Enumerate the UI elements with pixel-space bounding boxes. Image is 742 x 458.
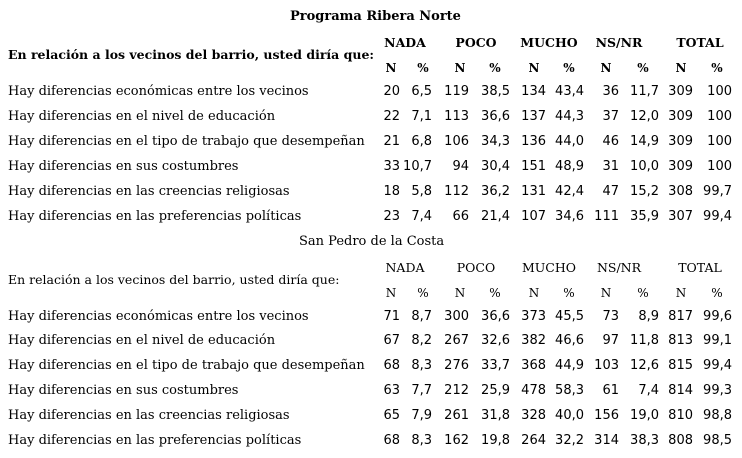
cell-mucho-pct: 44,0 xyxy=(555,134,584,149)
table-row xyxy=(0,358,742,382)
cell-mucho-n: 136 xyxy=(521,134,546,149)
table-row xyxy=(0,333,742,357)
cell-poco-n: 113 xyxy=(444,109,469,124)
cell-nsnr-n: 156 xyxy=(594,408,619,423)
cell-poco-n: 212 xyxy=(444,383,469,398)
cell-nsnr-n: 111 xyxy=(594,209,619,224)
subheader-n: N xyxy=(385,286,397,300)
cell-mucho-n: 131 xyxy=(521,184,546,199)
cell-total-pct: 100 xyxy=(707,159,732,174)
question-header: En relación a los vecinos del barrio, usted diría que: xyxy=(8,272,340,287)
cell-mucho-n: 328 xyxy=(521,408,546,423)
row-label: Hay diferencias económicas entre los vecinos xyxy=(8,84,309,99)
table-row xyxy=(0,383,742,407)
table-row xyxy=(0,84,742,108)
cell-total-pct: 100 xyxy=(707,84,732,99)
subheader-pct: % xyxy=(489,61,501,75)
group-header-nsnr: NS/NR xyxy=(595,35,643,50)
subheader-n: N xyxy=(600,286,612,300)
cell-poco-pct: 30,4 xyxy=(481,159,510,174)
cell-total-pct: 99,1 xyxy=(703,333,732,348)
cell-nsnr-n: 61 xyxy=(602,383,619,398)
cell-poco-pct: 34,3 xyxy=(481,134,510,149)
cell-nsnr-pct: 10,0 xyxy=(630,159,659,174)
cell-poco-pct: 33,7 xyxy=(481,358,510,373)
cell-total-n: 817 xyxy=(668,309,693,324)
group-header-nsnr: NS/NR xyxy=(596,260,642,275)
cell-nada-pct: 6,8 xyxy=(411,134,432,149)
cell-total-pct: 99,3 xyxy=(703,383,732,398)
row-label: Hay diferencias en el tipo de trabajo que desempeñan xyxy=(8,358,365,373)
subheader-pct: % xyxy=(711,286,723,300)
row-label: Hay diferencias en las preferencias políticas xyxy=(8,433,302,448)
subheader-pct: % xyxy=(563,61,575,75)
table-row xyxy=(0,134,742,158)
group-header-mucho: MUCHO xyxy=(521,260,577,275)
row-label: Hay diferencias en el nivel de educación xyxy=(8,109,276,124)
subheader-pct: % xyxy=(637,61,649,75)
subheader-pct: % xyxy=(637,286,649,300)
cell-mucho-n: 382 xyxy=(521,333,546,348)
row-label: Hay diferencias en las creencias religiosas xyxy=(8,408,290,423)
subheader-pct: % xyxy=(417,61,429,75)
cell-total-pct: 99,4 xyxy=(703,209,732,224)
cell-mucho-n: 107 xyxy=(521,209,546,224)
cell-nada-pct: 7,7 xyxy=(411,383,432,398)
cell-total-n: 814 xyxy=(668,383,693,398)
cell-nada-n: 68 xyxy=(383,433,400,448)
question-header: En relación a los vecinos del barrio, usted diría que: xyxy=(8,47,375,62)
cell-nsnr-n: 47 xyxy=(602,184,619,199)
cell-nada-n: 65 xyxy=(383,408,400,423)
cell-nada-n: 33 xyxy=(383,159,400,174)
cell-total-n: 808 xyxy=(668,433,693,448)
group-header-poco: POCO xyxy=(455,35,497,50)
cell-mucho-pct: 45,5 xyxy=(555,309,584,324)
cell-total-n: 309 xyxy=(668,109,693,124)
cell-nada-pct: 8,3 xyxy=(411,358,432,373)
table-row xyxy=(0,433,742,457)
cell-poco-n: 261 xyxy=(444,408,469,423)
table-row xyxy=(0,408,742,432)
cell-nsnr-pct: 19,0 xyxy=(630,408,659,423)
cell-mucho-n: 373 xyxy=(521,309,546,324)
subheader-n: N xyxy=(600,61,612,75)
cell-total-pct: 99,6 xyxy=(703,309,732,324)
cell-nada-pct: 8,7 xyxy=(411,309,432,324)
row-label: Hay diferencias en el tipo de trabajo que desempeñan xyxy=(8,134,365,149)
row-label: Hay diferencias en las preferencias políticas xyxy=(8,209,302,224)
subheader-n: N xyxy=(675,286,687,300)
cell-poco-n: 162 xyxy=(444,433,469,448)
cell-nada-pct: 5,8 xyxy=(411,184,432,199)
cell-poco-n: 112 xyxy=(444,184,469,199)
row-label: Hay diferencias en las creencias religiosas xyxy=(8,184,290,199)
table-title: San Pedro de la Costa xyxy=(299,234,445,249)
table-row xyxy=(0,159,742,183)
cell-nsnr-pct: 38,3 xyxy=(630,433,659,448)
cell-total-n: 307 xyxy=(668,209,693,224)
cell-mucho-pct: 46,6 xyxy=(555,333,584,348)
cell-nsnr-n: 37 xyxy=(602,109,619,124)
cell-nsnr-pct: 14,9 xyxy=(630,134,659,149)
cell-nsnr-pct: 12,0 xyxy=(630,109,659,124)
table-row xyxy=(0,184,742,208)
cell-total-n: 309 xyxy=(668,84,693,99)
cell-nada-n: 20 xyxy=(383,84,400,99)
cell-poco-n: 276 xyxy=(444,358,469,373)
cell-total-pct: 98,8 xyxy=(703,408,732,423)
cell-nada-n: 18 xyxy=(383,184,400,199)
cell-nsnr-n: 36 xyxy=(602,84,619,99)
cell-poco-n: 94 xyxy=(452,159,469,174)
cell-mucho-pct: 32,2 xyxy=(555,433,584,448)
cell-mucho-pct: 48,9 xyxy=(555,159,584,174)
cell-mucho-n: 151 xyxy=(521,159,546,174)
cell-poco-n: 106 xyxy=(444,134,469,149)
cell-poco-pct: 31,8 xyxy=(481,408,510,423)
cell-mucho-n: 264 xyxy=(521,433,546,448)
cell-poco-n: 267 xyxy=(444,333,469,348)
row-label: Hay diferencias en el nivel de educación xyxy=(8,333,276,348)
cell-mucho-pct: 40,0 xyxy=(555,408,584,423)
cell-nada-pct: 6,5 xyxy=(411,84,432,99)
cell-nada-n: 63 xyxy=(383,383,400,398)
cell-nada-n: 21 xyxy=(383,134,400,149)
cell-poco-pct: 36,6 xyxy=(481,309,510,324)
group-header-total: TOTAL xyxy=(678,260,722,275)
subheader-n: N xyxy=(528,286,540,300)
cell-nada-pct: 7,9 xyxy=(411,408,432,423)
cell-poco-pct: 38,5 xyxy=(481,84,510,99)
table-row xyxy=(0,109,742,133)
cell-nsnr-pct: 11,8 xyxy=(630,333,659,348)
cell-total-n: 309 xyxy=(668,134,693,149)
cell-nsnr-pct: 35,9 xyxy=(630,209,659,224)
subheader-n: N xyxy=(385,61,397,75)
group-header-total: TOTAL xyxy=(676,35,724,50)
cell-mucho-pct: 43,4 xyxy=(555,84,584,99)
cell-mucho-n: 134 xyxy=(521,84,546,99)
cell-mucho-pct: 44,3 xyxy=(555,109,584,124)
cell-nsnr-pct: 11,7 xyxy=(630,84,659,99)
table-row xyxy=(0,209,742,233)
table-row xyxy=(0,309,742,333)
cell-mucho-pct: 58,3 xyxy=(555,383,584,398)
cell-total-n: 813 xyxy=(668,333,693,348)
cell-nada-n: 68 xyxy=(383,358,400,373)
cell-poco-n: 119 xyxy=(444,84,469,99)
row-label: Hay diferencias económicas entre los vecinos xyxy=(8,309,309,324)
subheader-pct: % xyxy=(489,286,501,300)
subheader-n: N xyxy=(454,286,466,300)
cell-total-pct: 100 xyxy=(707,109,732,124)
cell-mucho-n: 478 xyxy=(521,383,546,398)
cell-total-pct: 100 xyxy=(707,134,732,149)
cell-nada-n: 22 xyxy=(383,109,400,124)
group-header-mucho: MUCHO xyxy=(520,35,578,50)
cell-poco-n: 66 xyxy=(452,209,469,224)
cell-total-pct: 98,5 xyxy=(703,433,732,448)
cell-nada-pct: 7,1 xyxy=(411,109,432,124)
cell-nada-n: 23 xyxy=(383,209,400,224)
cell-mucho-pct: 44,9 xyxy=(555,358,584,373)
cell-total-pct: 99,7 xyxy=(703,184,732,199)
cell-mucho-n: 368 xyxy=(521,358,546,373)
cell-mucho-n: 137 xyxy=(521,109,546,124)
cell-poco-pct: 32,6 xyxy=(481,333,510,348)
subheader-pct: % xyxy=(563,286,575,300)
cell-mucho-pct: 34,6 xyxy=(555,209,584,224)
cell-nsnr-n: 103 xyxy=(594,358,619,373)
cell-nada-pct: 7,4 xyxy=(411,209,432,224)
group-header-nada: NADA xyxy=(384,35,426,50)
cell-nsnr-n: 73 xyxy=(602,309,619,324)
subheader-pct: % xyxy=(417,286,429,300)
cell-total-n: 815 xyxy=(668,358,693,373)
cell-nsnr-n: 46 xyxy=(602,134,619,149)
subheader-n: N xyxy=(675,61,687,75)
cell-nada-pct: 10,7 xyxy=(403,159,432,174)
cell-nsnr-n: 31 xyxy=(602,159,619,174)
cell-total-n: 308 xyxy=(668,184,693,199)
cell-nada-pct: 8,3 xyxy=(411,433,432,448)
cell-poco-n: 300 xyxy=(444,309,469,324)
cell-nsnr-pct: 12,6 xyxy=(630,358,659,373)
cell-mucho-pct: 42,4 xyxy=(555,184,584,199)
cell-poco-pct: 36,6 xyxy=(481,109,510,124)
row-label: Hay diferencias en sus costumbres xyxy=(8,159,239,174)
cell-total-n: 309 xyxy=(668,159,693,174)
cell-nsnr-n: 97 xyxy=(602,333,619,348)
cell-nada-pct: 8,2 xyxy=(411,333,432,348)
cell-nsnr-n: 314 xyxy=(594,433,619,448)
cell-nsnr-pct: 7,4 xyxy=(638,383,659,398)
subheader-pct: % xyxy=(711,61,723,75)
row-label: Hay diferencias en sus costumbres xyxy=(8,383,239,398)
cell-nada-n: 67 xyxy=(383,333,400,348)
cell-nsnr-pct: 15,2 xyxy=(630,184,659,199)
cell-poco-pct: 21,4 xyxy=(481,209,510,224)
cell-total-pct: 99,4 xyxy=(703,358,732,373)
cell-nada-n: 71 xyxy=(383,309,400,324)
group-header-nada: NADA xyxy=(385,260,425,275)
cell-poco-pct: 25,9 xyxy=(481,383,510,398)
cell-poco-pct: 19,8 xyxy=(481,433,510,448)
group-header-poco: POCO xyxy=(456,260,496,275)
cell-total-n: 810 xyxy=(668,408,693,423)
subheader-n: N xyxy=(454,61,466,75)
table-title: Programa Ribera Norte xyxy=(290,9,461,24)
cell-nsnr-pct: 8,9 xyxy=(638,309,659,324)
cell-poco-pct: 36,2 xyxy=(481,184,510,199)
subheader-n: N xyxy=(528,61,540,75)
